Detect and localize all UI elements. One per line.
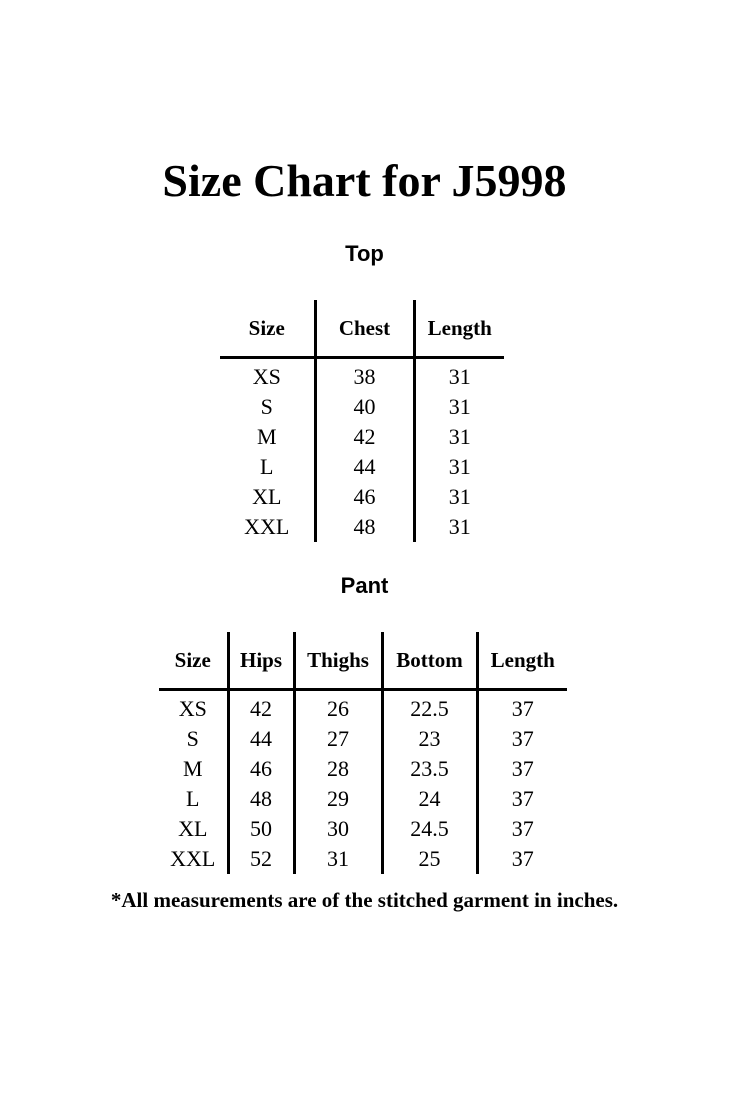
top-section-title: Top xyxy=(345,241,384,266)
table-row xyxy=(220,392,504,422)
column-header: Bottom xyxy=(382,632,477,690)
column-header: Size xyxy=(159,632,228,690)
table-cell: 44 xyxy=(228,724,294,754)
table-cell: 37 xyxy=(511,816,534,841)
table-cell: M xyxy=(159,754,228,784)
table-cell: L xyxy=(159,784,228,814)
table-cell: 31 xyxy=(448,364,471,389)
table-cell: 24.5 xyxy=(382,814,477,844)
table-cell: 25 xyxy=(382,844,477,874)
table-cell: 46 xyxy=(315,482,414,512)
table-cell: XS xyxy=(159,690,228,725)
page-title: Size Chart for J5998 xyxy=(162,155,567,206)
table-cell: 37 xyxy=(511,846,534,871)
table-cell: 26 xyxy=(294,690,382,725)
table-cell: S xyxy=(159,724,228,754)
table-cell: XS xyxy=(220,358,315,393)
column-header: Length xyxy=(414,300,504,358)
column-header: Hips xyxy=(228,632,294,690)
table-cell: 37 xyxy=(511,786,534,811)
table-cell: 29 xyxy=(294,784,382,814)
table-cell: 22.5 xyxy=(382,690,477,725)
table-cell: L xyxy=(220,452,315,482)
table-cell: 42 xyxy=(315,422,414,452)
table-cell: XXL xyxy=(220,512,315,542)
table-row xyxy=(159,814,567,844)
table-row xyxy=(220,358,504,393)
table-cell: 23 xyxy=(382,724,477,754)
table-row xyxy=(159,784,567,814)
table-cell: 31 xyxy=(448,424,471,449)
table-cell: 27 xyxy=(294,724,382,754)
column-header: Size xyxy=(220,300,315,358)
table-cell: 40 xyxy=(315,392,414,422)
table-cell: 23.5 xyxy=(382,754,477,784)
table-cell: XL xyxy=(220,482,315,512)
table-cell: 37 xyxy=(511,726,534,751)
table-cell: S xyxy=(220,392,315,422)
table-row xyxy=(220,512,504,542)
table-cell: 31 xyxy=(448,454,471,479)
table-cell: 46 xyxy=(228,754,294,784)
table-cell: 24 xyxy=(382,784,477,814)
pant-size-table xyxy=(159,632,567,874)
table-cell: 52 xyxy=(228,844,294,874)
table-cell: 48 xyxy=(315,512,414,542)
table-header-row xyxy=(159,632,567,690)
table-row xyxy=(220,422,504,452)
table-cell: 38 xyxy=(315,358,414,393)
table-header-row xyxy=(220,300,504,358)
table-cell: 28 xyxy=(294,754,382,784)
table-cell: XL xyxy=(159,814,228,844)
table-cell: 48 xyxy=(228,784,294,814)
table-row xyxy=(159,844,567,874)
table-row xyxy=(159,690,567,725)
table-cell: 37 xyxy=(511,756,534,781)
pant-section-title: Pant xyxy=(340,573,389,598)
table-cell: 42 xyxy=(228,690,294,725)
table-row xyxy=(159,754,567,784)
table-cell: XXL xyxy=(159,844,228,874)
table-cell: 31 xyxy=(294,844,382,874)
column-header: Thighs xyxy=(294,632,382,690)
table-cell: 37 xyxy=(511,696,534,721)
table-cell: 44 xyxy=(315,452,414,482)
column-header: Chest xyxy=(315,300,414,358)
table-cell: 50 xyxy=(228,814,294,844)
table-row xyxy=(220,482,504,512)
table-cell: 31 xyxy=(448,394,471,419)
table-cell: 31 xyxy=(448,484,471,509)
measurement-note: *All measurements are of the stitched garment in inches. xyxy=(110,888,619,912)
column-header: Length xyxy=(477,632,567,690)
table-cell: 30 xyxy=(294,814,382,844)
table-row xyxy=(159,724,567,754)
table-row xyxy=(220,452,504,482)
table-cell: M xyxy=(220,422,315,452)
top-size-table xyxy=(220,300,504,542)
table-cell: 31 xyxy=(448,514,471,539)
